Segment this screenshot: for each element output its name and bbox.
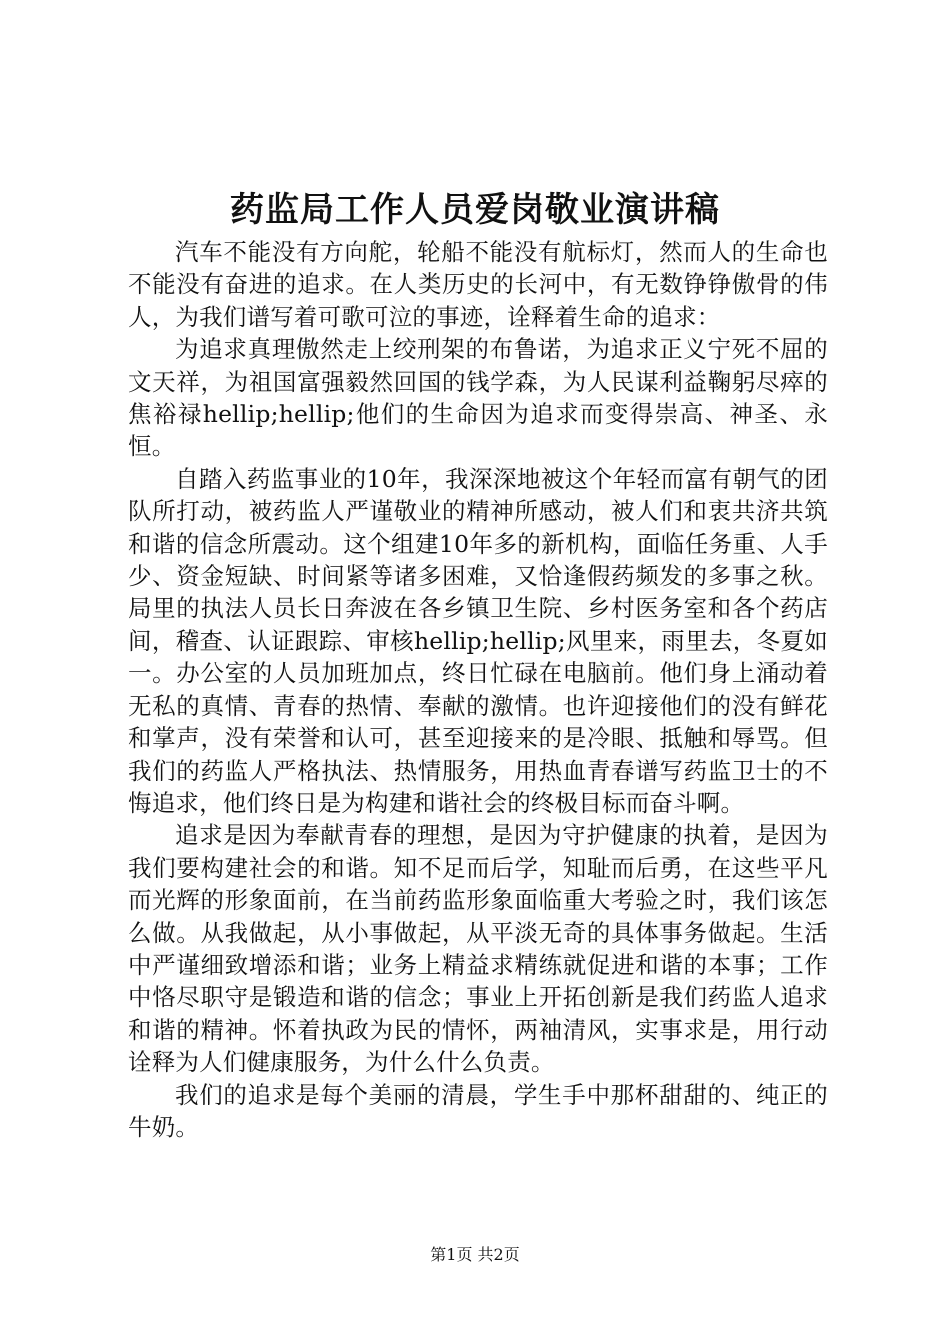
paragraph: 我们的追求是每个美丽的清晨，学生手中那杯甜甜的、纯正的牛奶。 xyxy=(128,1080,828,1141)
paragraph: 追求是因为奉献青春的理想，是因为守护健康的执着，是因为我们要构建社会的和谐。知不足而后学，知耻而后勇，在这些平凡而光辉的形象面前，在当前药监形象面临重大考验之时，我们该怎么做。从我做起，从小事做起，从平淡无奇的具体事务做起。生活中严谨细致增添和谐；业务上精益求精练就促进和谐的本事；工作中恪尽职守是锻造和谐的信念；事业上开拓创新是我们药监人追求和谐的精神。怀着执政为民的情怀，两袖清风，实事求是，用行动诠释为人们健康服务，为什么什么负责。 xyxy=(128,821,828,1077)
paragraph: 汽车不能没有方向舵，轮船不能没有航标灯，然而人的生命也不能没有奋进的追求。在人类历史的长河中，有无数铮铮傲骨的伟人，为我们谱写着可歌可泣的事迹，诠释着生命的追求： xyxy=(128,238,828,331)
document-body xyxy=(128,236,828,1143)
document-title: 药监局工作人员爱岗敬业演讲稿 xyxy=(230,190,720,230)
paragraph: 自踏入药监事业的10年，我深深地被这个年轻而富有朝气的团队所打动，被药监人严谨敬业的精神所感动，被人们和衷共济共筑和谐的信念所震动。这个组建10年多的新机构，面临任务重、人手少、资金短缺、时间紧等诸多困难，又恰逢假药频发的多事之秋。局里的执法人员长日奔波在各乡镇卫生院、乡村医务室和各个药店间，稽查、认证跟踪、审核hellip;hellip;风里来，雨里去，冬夏如一。办公室的人员加班加点，终日忙碌在电脑前。他们身上涌动着无私的真情、青春的热情、奉献的激情。也许迎接他们的没有鲜花和掌声，没有荣誉和认可，甚至迎接来的是冷眼、抵触和辱骂。但我们的药监人严格执法、热情服务，用热血青春谱写药监卫士的不悔追求，他们终日是为构建和谐社会的终极目标而奋斗啊。 xyxy=(128,464,828,817)
paragraph: 为追求真理傲然走上绞刑架的布鲁诺，为追求正义宁死不屈的文天祥，为祖国富强毅然回国的钱学森，为人民谋利益鞠躬尽瘁的焦裕禄hellip;hellip;他们的生命因为追求而变得崇高、神圣、永恒。 xyxy=(128,335,828,461)
page-number-footer: 第1页 共2页 xyxy=(430,1245,520,1264)
